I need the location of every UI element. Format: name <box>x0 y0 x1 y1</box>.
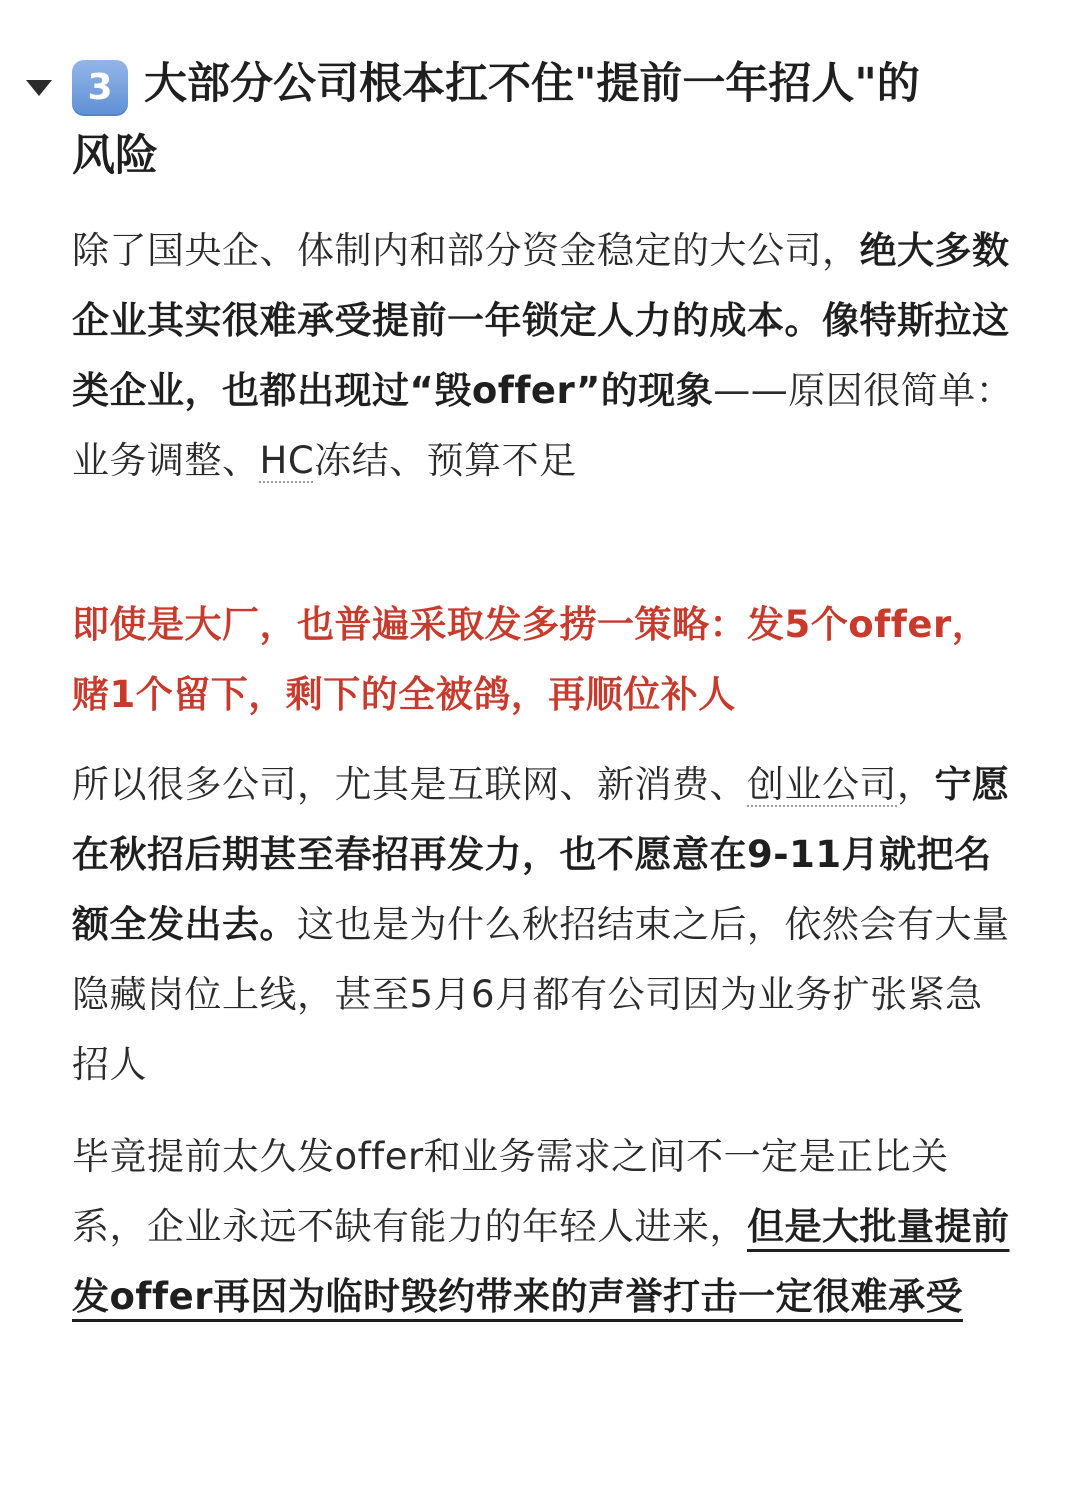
paragraph-4-text: 毕竟提前太久发offer和业务需求之间不一定是正比关系，企业永远不缺有能力的年轻人进来， <box>72 1135 949 1248</box>
paragraph-3-text-2: 这也是为什么秋招结束之后，依然会有大量隐藏岗位上线，甚至5月6月都有公司因为业务扩张紧急招人 <box>72 903 1010 1086</box>
paragraph-3 <box>72 750 1020 1100</box>
paragraph-4 <box>72 1122 1020 1332</box>
hc-term-link[interactable]: HC <box>259 439 315 482</box>
paragraph-1 <box>72 216 1020 496</box>
paragraph-3-text: 所以很多公司，尤其是互联网、新消费、 <box>72 763 747 806</box>
startup-term-link[interactable]: 创业公司 <box>747 763 897 806</box>
paragraph-1-text: 除了国央企、体制内和部分资金稳定的大公司， <box>72 229 860 272</box>
number-badge-icon: 3 <box>72 60 128 116</box>
collapse-toggle-icon[interactable] <box>26 80 52 96</box>
paragraph-1-text-3: 冻结、预算不足 <box>314 439 577 482</box>
paragraph-2-highlight: 即使是大厂，也普遍采取发多捞一策略：发5个offer，赌1个留下，剩下的全被鸽，再顺位补人 <box>72 603 990 716</box>
paragraph-4-underlined-text: 但是大批量提前发offer再因为临时毁约带来的声誉打击一定很难承受 <box>72 1205 1010 1318</box>
paragraph-1-bold-text: 绝大多数企业其实很难承受提前一年锁定人力的成本。像特斯拉这类企业，也都出现过“毁offer”的现象 <box>72 229 1010 412</box>
paragraph-3-comma: ， <box>897 763 935 806</box>
section-heading: 大部分公司根本扛不住"提前一年招人"的风险 <box>72 59 920 181</box>
paragraph-3-bold-text: 宁愿在秋招后期甚至春招再发力，也不愿意在9-11月就把名额全发出去。 <box>72 763 1010 946</box>
paragraph-1-text-2: ——原因很简单：业务调整、 <box>72 369 1014 482</box>
